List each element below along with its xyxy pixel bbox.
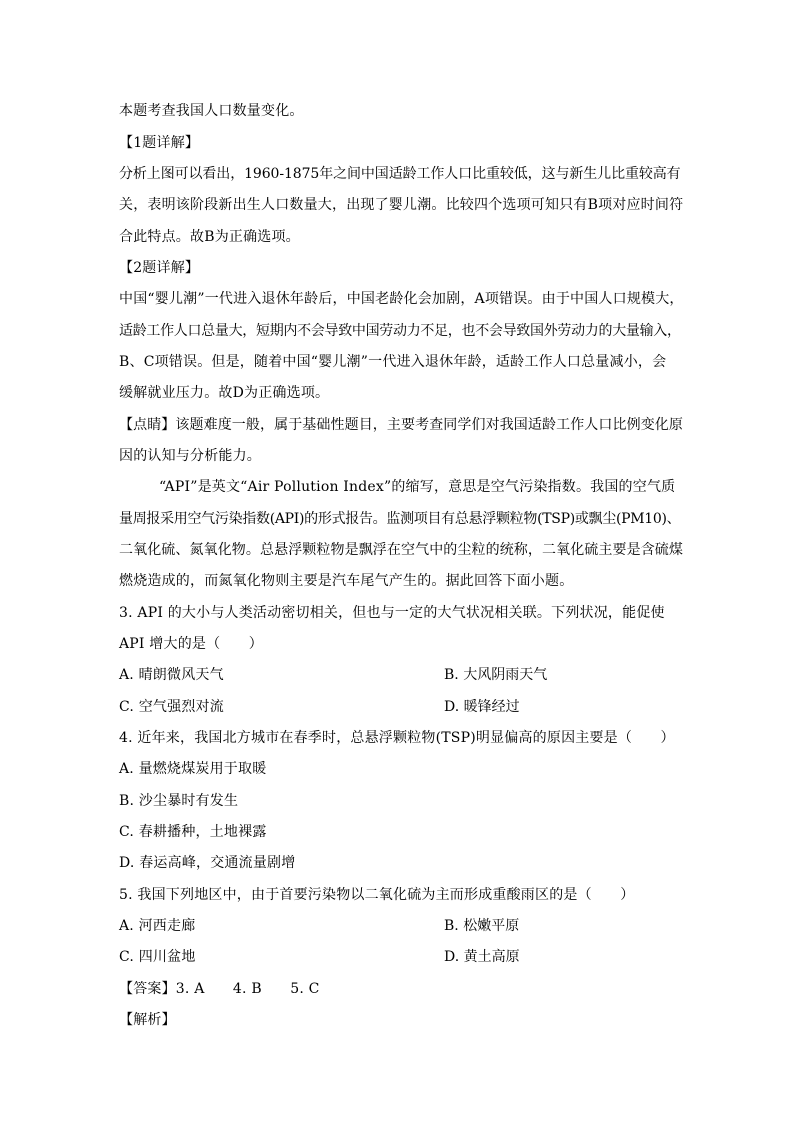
q1-line-3: 合此特点。故B为正确选项。 — [119, 229, 300, 245]
passage-line-3: 二氧化硫、氮氧化物。总悬浮颗粒物是飘浮在空气中的尘粒的统称，二氧化硫主要是含硫煤 — [119, 542, 683, 558]
q4-option-d: D. 春运高峰，交通流量剧增 — [119, 855, 296, 871]
comment-line-1: 【点睛】该题难度一般，属于基础性题目，主要考查同学们对我国适龄工作人口比例变化原 — [119, 417, 683, 433]
q5-option-b: B. 松嫩平原 — [444, 918, 520, 934]
intro-text: 本题考查我国人口数量变化。 — [119, 103, 304, 119]
passage-line-1: “API”是英文“Air Pollution Index”的缩写，意思是空气污染指数。我国的空气质 — [159, 479, 676, 495]
q4-option-a: A. 量燃烧煤炭用于取暖 — [119, 761, 267, 777]
q2-line-2: 适龄工作人口总量大，短期内不会导致中国劳动力不足，也不会导致国外劳动力的大量输入， — [119, 323, 681, 339]
q3-option-d: D. 暖锋经过 — [444, 699, 520, 715]
answer-line: 【答案】3. A 4. B 5. C — [119, 981, 320, 997]
q2-line-3: B、C项错误。但是，随着中国“婴儿潮”一代进入退休年龄，适龄工作人口总量减小，会 — [119, 354, 667, 370]
q5-option-d: D. 黄土高原 — [444, 949, 520, 965]
q2-line-1: 中国“婴儿潮”一代进入退休年龄后，中国老龄化会加剧，A项错误。由于中国人口规模大， — [119, 291, 684, 307]
q4-option-b: B. 沙尘暴时有发生 — [119, 793, 239, 809]
q1-heading: 【1题详解】 — [119, 135, 200, 151]
passage-line-2: 量周报采用空气污染指数(API)的形式报告。监测项目有总悬浮颗粒物(TSP)或飘尘(PM10)、 — [119, 511, 681, 527]
q4-option-c: C. 春耕播种，土地裸露 — [119, 824, 267, 840]
analysis-heading: 【解析】 — [119, 1012, 176, 1028]
q5-option-a: A. 河西走廊 — [119, 918, 196, 934]
q2-line-4: 缓解就业压力。故D为正确选项。 — [119, 385, 330, 401]
q3-option-a: A. 晴朗微风天气 — [119, 667, 224, 683]
q3-stem-line-2: API 增大的是（ ） — [119, 636, 263, 652]
q3-option-b: B. 大风阴雨天气 — [444, 667, 548, 683]
q4-stem: 4. 近年来，我国北方城市在春季时，总悬浮颗粒物(TSP)明显偏高的原因主要是（ ） — [119, 730, 675, 746]
q3-stem-line-1: 3. API 的大小与人类活动密切相关，但也与一定的大气状况相关联。下列状况，能促使 — [119, 605, 665, 621]
q3-option-c: C. 空气强烈对流 — [119, 699, 224, 715]
q5-option-c: C. 四川盆地 — [119, 949, 196, 965]
q5-stem: 5. 我国下列地区中，由于首要污染物以二氧化硫为主而形成重酸雨区的是（ ） — [119, 887, 635, 903]
q2-heading: 【2题详解】 — [119, 260, 200, 276]
passage-line-4: 燃烧造成的，而氮氧化物则主要是汽车尾气产生的。据此回答下面小题。 — [119, 573, 574, 589]
q1-line-2: 关，表明该阶段新出生人口数量大，出现了婴儿潮。比较四个选项可知只有B项对应时间符 — [119, 197, 684, 213]
comment-line-2: 因的认知与分析能力。 — [119, 448, 261, 464]
q1-line-1: 分析上图可以看出，1960-1875年之间中国适龄工作人口比重较低，这与新生儿比重较高有 — [119, 166, 681, 182]
